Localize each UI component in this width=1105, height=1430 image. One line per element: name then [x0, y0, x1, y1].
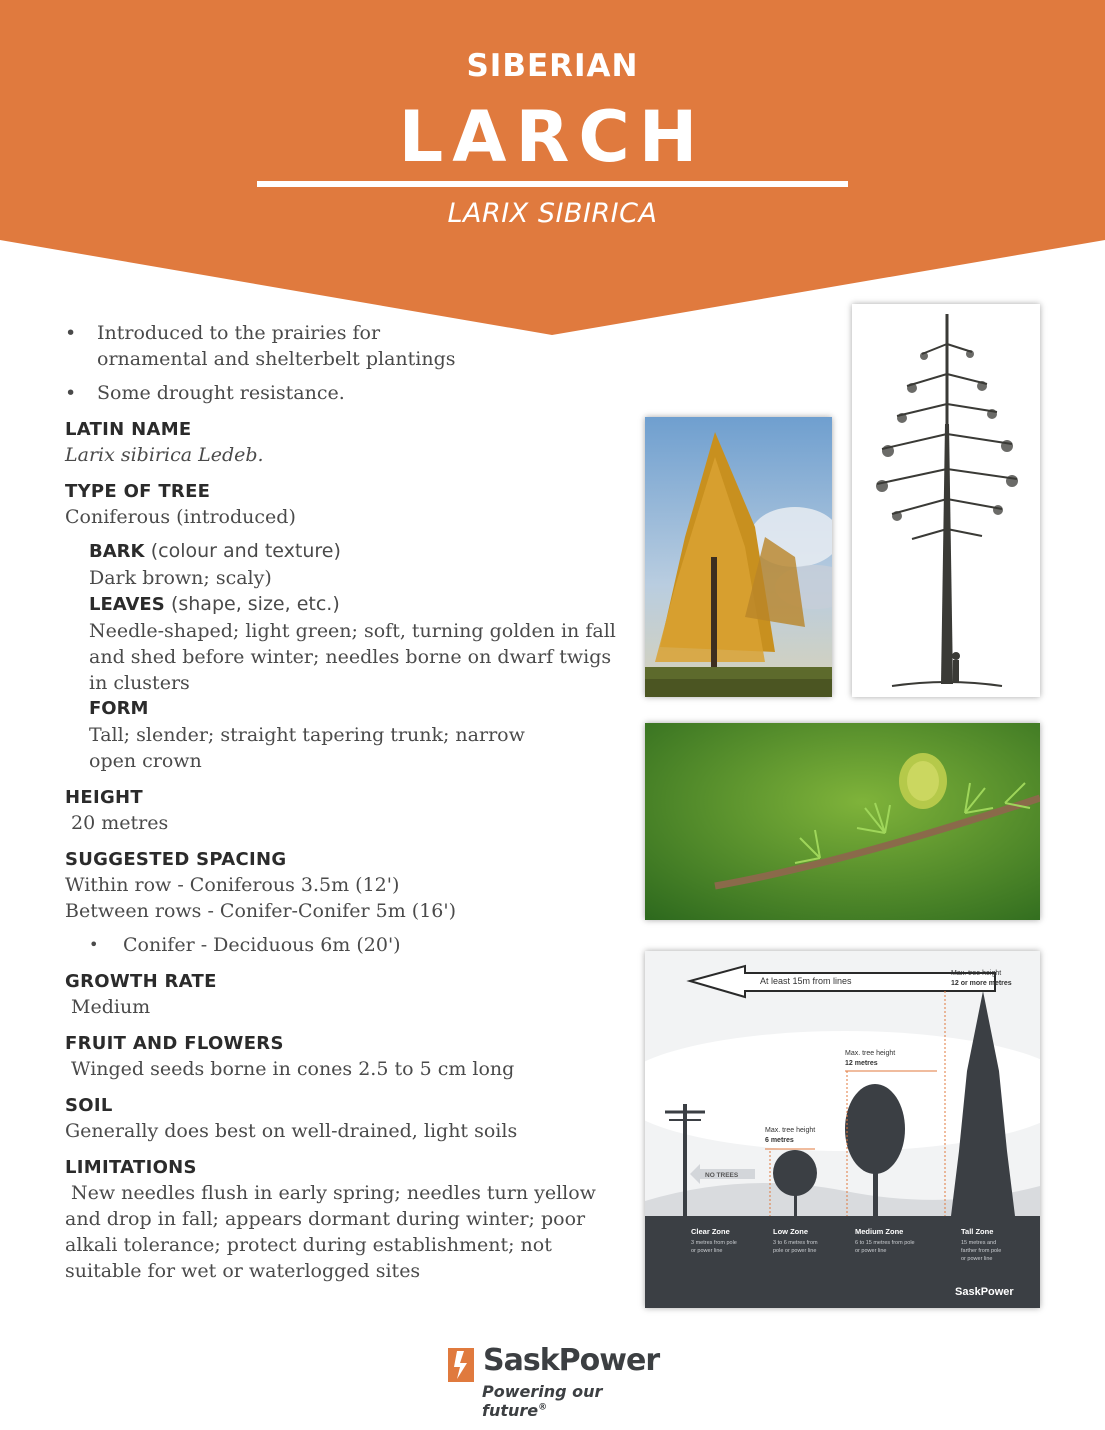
- limitations-heading: LIMITATIONS: [65, 1157, 197, 1178]
- latin-name-heading: LATIN NAME: [65, 419, 192, 440]
- leaves-label: LEAVES: [89, 594, 165, 615]
- species-details: [65, 320, 625, 1284]
- diagram-brand: SaskPower: [955, 1286, 1014, 1298]
- leaves-heading: [89, 591, 625, 618]
- logo-tagline-text: Powering our future: [482, 1382, 603, 1420]
- tree-type-value: Coniferous (introduced): [65, 506, 296, 528]
- soil-heading: SOIL: [65, 1095, 113, 1116]
- fruit-value: Winged seeds borne in cones 2.5 to 5 cm long: [71, 1058, 515, 1080]
- low-max-value: 6 metres: [765, 1137, 794, 1144]
- planting-zone-diagram: [645, 951, 1040, 1308]
- height-value: 20 metres: [71, 812, 169, 834]
- intro-bullet-list: [65, 320, 625, 406]
- species-latin-subtitle: LARIX SIBIRICA: [447, 198, 658, 229]
- bark-heading: [89, 538, 625, 565]
- zone-desc: or power line: [855, 1248, 887, 1254]
- medium-max-label: Max. tree height: [845, 1050, 896, 1057]
- title-divider: [257, 181, 848, 187]
- intro-bullet: • Some drought resistance.: [65, 380, 625, 406]
- larch-cone-photo: [645, 723, 1040, 920]
- latin-name-value: Larix sibirica Ledeb.: [65, 444, 264, 466]
- growth-rate-value: Medium: [71, 996, 151, 1018]
- larch-silhouette-illustration: [852, 304, 1040, 697]
- logo-tagline: [482, 1382, 665, 1420]
- zone-name: Low Zone: [773, 1227, 808, 1236]
- height-heading: HEIGHT: [65, 787, 143, 808]
- species-title: LARCH: [398, 96, 707, 178]
- bark-value: Dark brown; scaly): [89, 567, 272, 589]
- lightning-bolt-icon: [448, 1348, 474, 1382]
- low-max-label: Max. tree height: [765, 1127, 816, 1134]
- tree-type-heading: TYPE OF TREE: [65, 481, 211, 502]
- autumn-larch-photo: [645, 417, 832, 697]
- limitations-value: New needles flush in early spring; needles turn yellow and drop in fall; appears dormant during winter; poor alkali tolerance; protect during establishment; not suitable for wet or waterlogged sites: [65, 1182, 596, 1282]
- zone-desc: 6 to 15 metres from pole: [855, 1240, 915, 1246]
- spacing-within-row: Within row - Coniferous 3.5m (12'): [65, 874, 400, 896]
- no-trees-label: NO TREES: [705, 1172, 739, 1179]
- intro-bullet: • Introduced to the prairies for ornamental and shelterbelt plantings: [65, 320, 477, 372]
- zone-desc: pole or power line: [773, 1248, 817, 1254]
- zone-name: Tall Zone: [961, 1227, 994, 1236]
- tree-characteristics: [89, 538, 625, 774]
- tall-max-label: Max. tree height: [951, 970, 1002, 977]
- growth-rate-heading: GROWTH RATE: [65, 971, 217, 992]
- leaves-note: (shape, size, etc.): [170, 593, 340, 615]
- bark-label: BARK: [89, 541, 145, 562]
- zone-desc: 3 to 6 metres from: [773, 1240, 818, 1246]
- leaves-value: Needle-shaped; light green; soft, turning golden in fall and shed before winter; needles borne on dwarf twigs in clusters: [89, 620, 616, 694]
- logo-brand-name: SaskPower: [483, 1343, 660, 1378]
- zone-desc: farther from pole: [961, 1248, 1002, 1254]
- spacing-between-rows: Between rows - Conifer-Conifer 5m (16'): [65, 900, 457, 922]
- tall-max-value: 12 or more metres: [951, 980, 1012, 987]
- spacing-conifer-deciduous: • Conifer - Deciduous 6m (20'): [65, 932, 625, 958]
- fruit-heading: FRUIT AND FLOWERS: [65, 1033, 284, 1054]
- species-kicker: SIBERIAN: [466, 48, 639, 84]
- spacing-heading: SUGGESTED SPACING: [65, 849, 287, 870]
- zone-name: Clear Zone: [691, 1227, 730, 1236]
- zone-name: Medium Zone: [855, 1227, 904, 1236]
- zone-desc: 3 metres from pole: [691, 1240, 737, 1246]
- form-value: Tall; slender; straight tapering trunk; narrow open crown: [89, 724, 525, 772]
- zone-desc: or power line: [961, 1256, 993, 1262]
- soil-value: Generally does best on well-drained, light soils: [65, 1120, 518, 1142]
- setback-arrow-text: At least 15m from lines: [760, 976, 852, 986]
- registered-mark: ®: [538, 1402, 548, 1413]
- medium-max-value: 12 metres: [845, 1060, 878, 1067]
- zone-desc: or power line: [691, 1248, 723, 1254]
- zone-desc: 15 metres and: [961, 1240, 997, 1246]
- form-heading: FORM: [89, 698, 149, 719]
- saskpower-logo: [445, 1343, 665, 1420]
- bark-note: (colour and texture): [150, 540, 341, 562]
